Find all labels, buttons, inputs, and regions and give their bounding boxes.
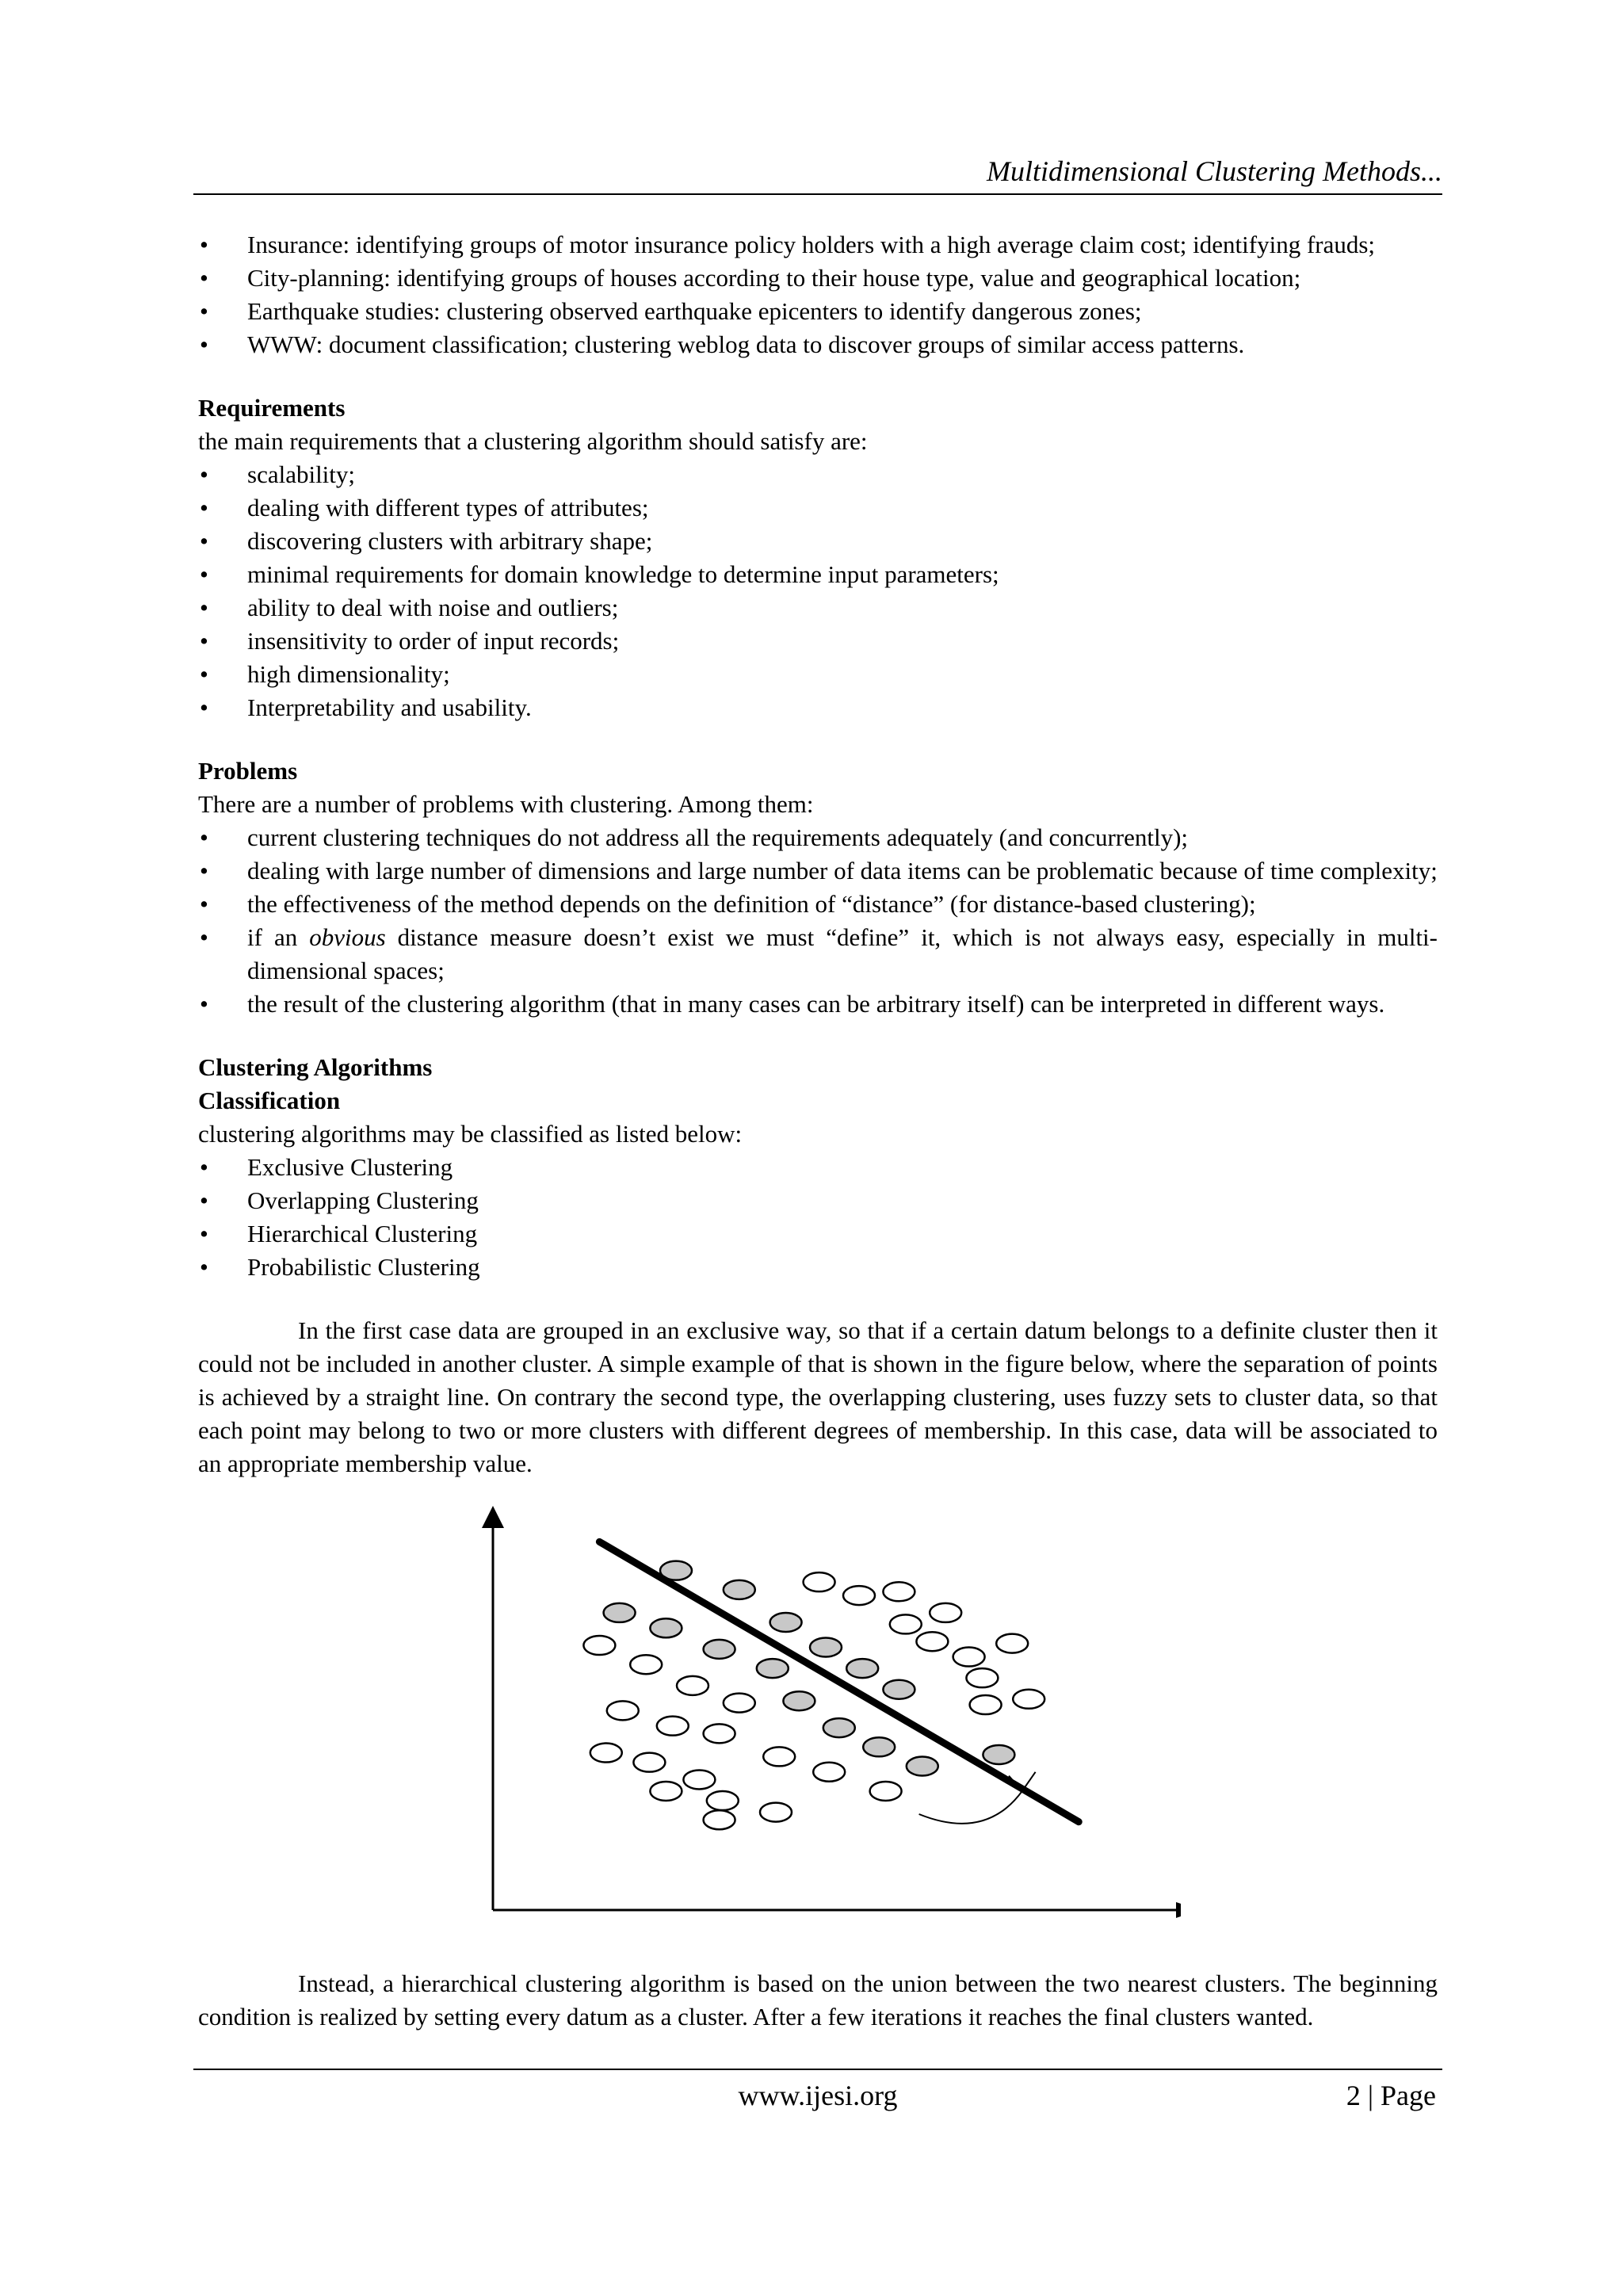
problems-intro: There are a number of problems with clustering. Among them: xyxy=(198,790,814,818)
empty-point xyxy=(704,1724,735,1743)
list-item: • Insurance: identifying groups of motor insurance policy holders with a high average claim cost; identifying frauds; xyxy=(198,228,1438,262)
algorithms-intro: clustering algorithms may be classified as listed below: xyxy=(198,1120,743,1148)
empty-point xyxy=(970,1695,1002,1714)
applications-list xyxy=(198,228,1438,361)
list-item: • discovering clusters with arbitrary shape; xyxy=(198,525,1438,558)
empty-point xyxy=(890,1614,922,1633)
empty-point xyxy=(630,1655,662,1674)
list-item: • Exclusive Clustering xyxy=(198,1151,1438,1184)
filled-point xyxy=(983,1745,1014,1764)
annotation-curve xyxy=(919,1772,1036,1824)
list-item xyxy=(198,921,1438,988)
empty-point xyxy=(583,1636,615,1655)
empty-point xyxy=(966,1668,998,1687)
header-rule xyxy=(193,193,1442,195)
algorithms-list xyxy=(198,1151,1438,1284)
list-item: • the effectiveness of the method depends on the definition of “distance” (for distance-based clustering); xyxy=(198,888,1438,921)
filled-point xyxy=(823,1718,855,1737)
list-item: • Overlapping Clustering xyxy=(198,1184,1438,1217)
x-axis-arrow-icon xyxy=(1176,1902,1181,1918)
paragraph-exclusive-overlapping: In the first case data are grouped in an exclusive way, so that if a certain datum belongs to a definite cluster then it could not be included in another cluster. A simple example of that is shown in the figure below, where the separation of points is achieved by a straight line. On contrary the second type, the overlapping clustering, uses fuzzy sets to cluster data, so that each point may belong to two or more clusters with different degrees of membership. In this case, data will be associated to an appropriate membership value. xyxy=(198,1316,1438,1477)
scatter-plot xyxy=(452,1503,1181,1937)
problems-heading: Problems xyxy=(198,757,298,785)
empty-point xyxy=(953,1648,985,1667)
filled-point xyxy=(770,1613,802,1632)
list-item: • insensitivity to order of input records; xyxy=(198,625,1438,658)
empty-point xyxy=(804,1572,835,1591)
axes xyxy=(482,1506,1181,1918)
algorithms-heading: Clustering Algorithms xyxy=(198,1053,433,1081)
empty-point xyxy=(657,1717,689,1736)
emphasis: obvious xyxy=(309,923,386,951)
page-number: 2 | Page xyxy=(1346,2080,1436,2111)
list-item: • dealing with different types of attributes; xyxy=(198,491,1438,525)
list-item: • scalability; xyxy=(198,458,1438,491)
list-item: • the result of the clustering algorithm (that in many cases can be arbitrary itself) can be interpreted in different ways. xyxy=(198,988,1438,1021)
empty-point xyxy=(633,1753,665,1772)
text-run: if an xyxy=(247,923,310,951)
clustering-figure xyxy=(198,1503,1438,1937)
empty-point xyxy=(843,1586,875,1605)
filled-point xyxy=(810,1637,842,1656)
filled-point xyxy=(883,1680,915,1699)
footer-rule xyxy=(193,2069,1442,2070)
empty-point xyxy=(916,1632,948,1651)
requirements-list xyxy=(198,458,1438,724)
empty-point xyxy=(650,1782,682,1801)
filled-point xyxy=(604,1603,636,1622)
empty-point xyxy=(677,1676,708,1695)
filled-point xyxy=(846,1659,878,1678)
filled-point xyxy=(863,1737,895,1756)
filled-point xyxy=(907,1757,938,1776)
empty-point xyxy=(704,1810,735,1829)
list-item: • ability to deal with noise and outliers; xyxy=(198,591,1438,625)
empty-point xyxy=(883,1582,915,1601)
classification-subheading: Classification xyxy=(198,1087,341,1114)
filled-point xyxy=(650,1618,682,1637)
list-item: • minimal requirements for domain knowledge to determine input parameters; xyxy=(198,558,1438,591)
data-points xyxy=(583,1561,1044,1830)
requirements-heading: Requirements xyxy=(198,394,346,422)
empty-point xyxy=(996,1634,1028,1653)
list-item: • WWW: document classification; clustering weblog data to discover groups of similar access patterns. xyxy=(198,328,1438,361)
problems-list xyxy=(198,821,1438,1021)
list-item: • Probabilistic Clustering xyxy=(198,1251,1438,1284)
empty-point xyxy=(607,1701,639,1720)
empty-point xyxy=(590,1744,622,1763)
page-body xyxy=(198,228,1438,2034)
list-item: • current clustering techniques do not address all the requirements adequately (and concurrently); xyxy=(198,821,1438,854)
list-item: • dealing with large number of dimensions and large number of data items can be problematic because of time complexity; xyxy=(198,854,1438,888)
filled-point xyxy=(783,1691,815,1710)
empty-point xyxy=(707,1791,739,1810)
running-title: Multidimensional Clustering Methods... xyxy=(987,155,1442,187)
empty-point xyxy=(760,1803,792,1822)
text-run: distance measure doesn’t exist we must “define” it, which is not always easy, especially in multi-dimensional spaces; xyxy=(247,923,1438,984)
empty-point xyxy=(683,1770,715,1789)
empty-point xyxy=(930,1603,961,1622)
filled-point xyxy=(704,1640,735,1659)
paragraph-hierarchical: Instead, a hierarchical clustering algorithm is based on the union between the two nearest clusters. The beginning condition is realized by setting every datum as a cluster. After a few iterations it reaches the final clusters wanted. xyxy=(198,1969,1438,2030)
filled-point xyxy=(724,1580,755,1599)
list-item: • Hierarchical Clustering xyxy=(198,1217,1438,1251)
list-item: • City-planning: identifying groups of houses according to their house type, value and geographical location; xyxy=(198,262,1438,295)
empty-point xyxy=(813,1763,845,1782)
empty-point xyxy=(724,1694,755,1713)
empty-point xyxy=(763,1747,795,1766)
requirements-intro: the main requirements that a clustering algorithm should satisfy are: xyxy=(198,427,868,455)
list-item: • high dimensionality; xyxy=(198,658,1438,691)
empty-point xyxy=(870,1782,902,1801)
y-axis-arrow-icon xyxy=(482,1506,504,1528)
filled-point xyxy=(757,1659,789,1678)
list-item: • Interpretability and usability. xyxy=(198,691,1438,724)
list-item: • Earthquake studies: clustering observed earthquake epicenters to identify dangerous zones; xyxy=(198,295,1438,328)
empty-point xyxy=(1013,1690,1044,1709)
footer-site: www.ijesi.org xyxy=(738,2080,898,2111)
